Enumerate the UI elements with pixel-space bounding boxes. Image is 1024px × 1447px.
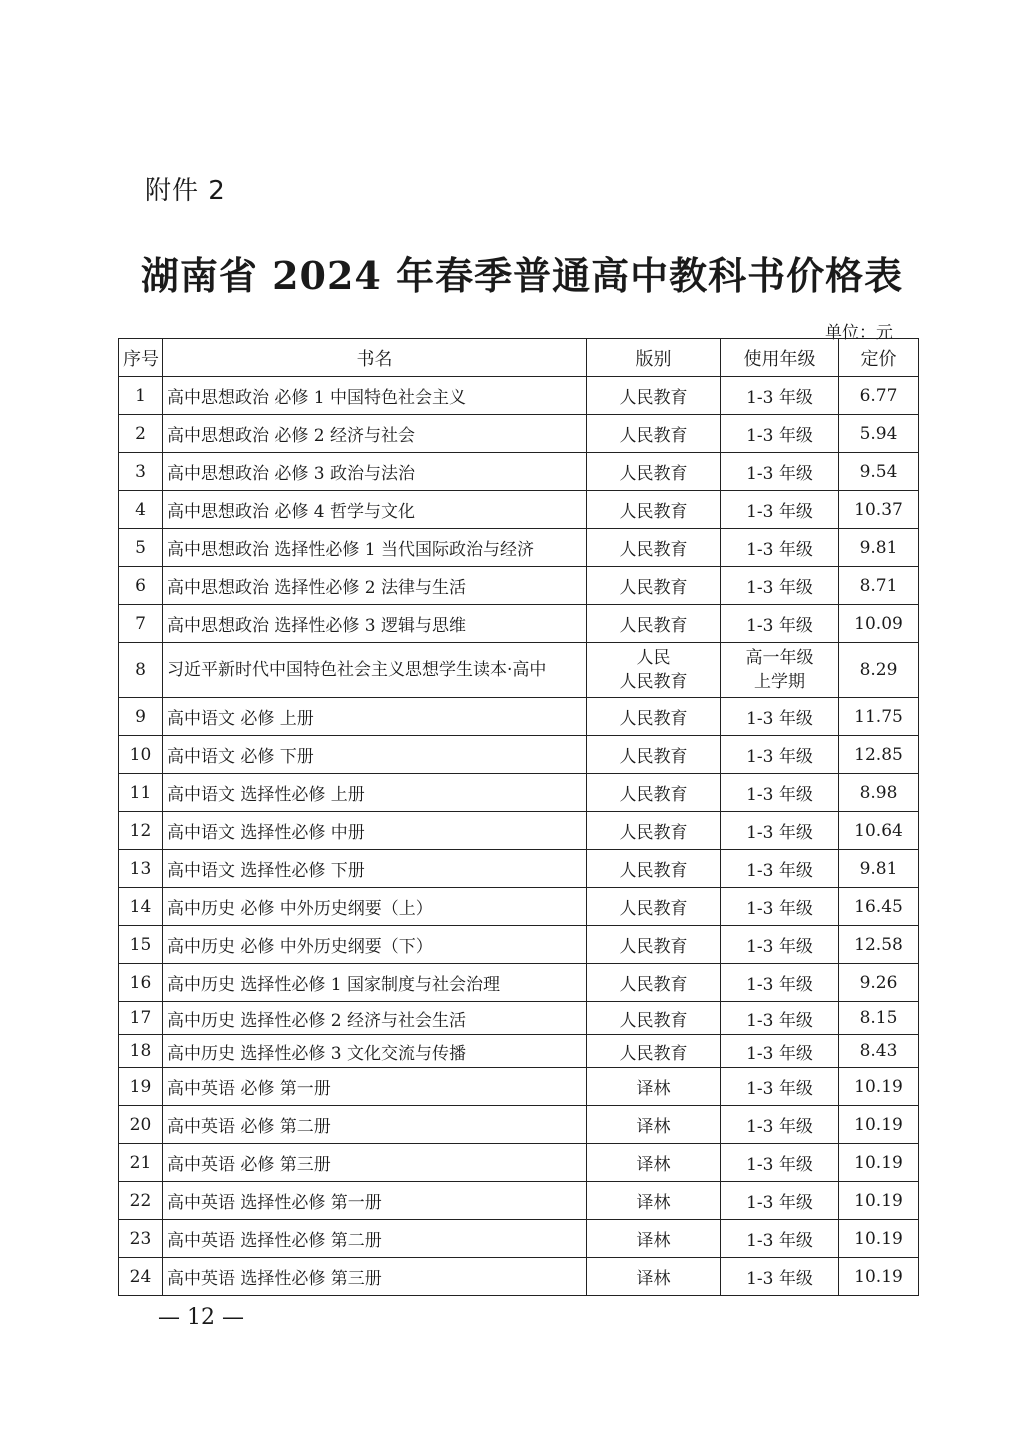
cell-grade — [721, 850, 839, 888]
seq-text: 17 — [129, 1008, 152, 1028]
edition-text: 人民教育 — [619, 899, 688, 919]
cell-book-name — [163, 812, 587, 850]
grade-text: 1-3 年级 — [746, 1117, 813, 1137]
cell-seq — [119, 1182, 163, 1220]
cell-seq — [119, 1002, 163, 1035]
book-name-text: 习近平新时代中国特色社会主义思想学生读本·高中 — [167, 660, 547, 680]
seq-text: 18 — [129, 1041, 152, 1061]
edition-text: 人民教育 — [619, 426, 688, 446]
price-text: 8.15 — [859, 1008, 898, 1028]
table-row — [119, 812, 919, 850]
cell-edition — [587, 415, 721, 453]
attachment-label: 附件 2 — [145, 176, 226, 206]
grade-text-line2: 上学期 — [754, 672, 805, 692]
book-name-text: 高中英语 选择性必修 第三册 — [167, 1269, 382, 1289]
grade-text: 1-3 年级 — [746, 578, 813, 598]
page-number: — 12 — — [158, 1305, 244, 1330]
cell-edition — [587, 491, 721, 529]
cell-edition — [587, 698, 721, 736]
cell-price — [839, 1258, 919, 1296]
book-name-text: 高中英语 必修 第一册 — [167, 1079, 331, 1099]
table-row — [119, 1106, 919, 1144]
cell-price — [839, 812, 919, 850]
cell-edition — [587, 1035, 721, 1068]
cell-edition — [587, 567, 721, 605]
grade-text: 1-3 年级 — [746, 823, 813, 843]
cell-book-name — [163, 643, 587, 698]
cell-edition — [587, 453, 721, 491]
cell-seq — [119, 1144, 163, 1182]
column-header-seq: 序号 — [119, 339, 163, 377]
table-row — [119, 491, 919, 529]
price-table — [118, 338, 919, 1296]
cell-grade — [721, 377, 839, 415]
book-name-text: 高中历史 选择性必修 2 经济与社会生活 — [167, 1010, 467, 1031]
cell-seq — [119, 567, 163, 605]
cell-edition — [587, 812, 721, 850]
seq-text: 19 — [129, 1076, 152, 1097]
seq-text: 12 — [129, 820, 152, 841]
cell-price — [839, 1068, 919, 1106]
cell-grade — [721, 1258, 839, 1296]
column-header-edition: 版别 — [587, 339, 721, 377]
price-text: 9.26 — [859, 972, 898, 993]
cell-grade — [721, 1220, 839, 1258]
cell-book-name — [163, 698, 587, 736]
cell-seq — [119, 774, 163, 812]
table-row — [119, 698, 919, 736]
grade-text: 1-3 年级 — [746, 464, 813, 484]
cell-grade — [721, 1068, 839, 1106]
edition-text: 人民教育 — [619, 1043, 688, 1064]
table-row — [119, 1035, 919, 1068]
edition-text: 人民教育 — [619, 823, 688, 843]
cell-price — [839, 1182, 919, 1220]
cell-seq — [119, 1258, 163, 1296]
cell-price — [839, 529, 919, 567]
cell-price — [839, 1035, 919, 1068]
cell-book-name — [163, 529, 587, 567]
cell-edition — [587, 850, 721, 888]
cell-book-name — [163, 850, 587, 888]
cell-grade — [721, 1144, 839, 1182]
cell-price — [839, 1144, 919, 1182]
table-row — [119, 453, 919, 491]
cell-price — [839, 377, 919, 415]
grade-text: 1-3 年级 — [746, 1043, 813, 1064]
book-name-text: 高中语文 选择性必修 下册 — [167, 861, 365, 881]
price-text: 16.45 — [854, 896, 903, 917]
grade-text: 1-3 年级 — [746, 1010, 813, 1031]
book-name-text: 高中历史 选择性必修 3 文化交流与传播 — [167, 1043, 467, 1064]
cell-edition — [587, 1258, 721, 1296]
seq-text: 14 — [129, 896, 152, 917]
book-name-text: 高中语文 必修 上册 — [167, 709, 314, 729]
seq-text: 24 — [129, 1266, 152, 1287]
grade-text: 1-3 年级 — [746, 1079, 813, 1099]
seq-text: 11 — [129, 782, 152, 803]
cell-price — [839, 698, 919, 736]
cell-grade — [721, 567, 839, 605]
cell-book-name — [163, 605, 587, 643]
cell-seq — [119, 529, 163, 567]
table-row — [119, 888, 919, 926]
cell-edition — [587, 774, 721, 812]
edition-text: 人民教育 — [619, 861, 688, 881]
cell-book-name — [163, 567, 587, 605]
price-text: 6.77 — [859, 385, 898, 406]
table-row — [119, 1002, 919, 1035]
cell-grade — [721, 453, 839, 491]
cell-grade — [721, 529, 839, 567]
seq-text: 10 — [129, 744, 152, 765]
book-name-text: 高中思想政治 选择性必修 2 法律与生活 — [167, 578, 467, 598]
table-row — [119, 774, 919, 812]
grade-text: 1-3 年级 — [746, 747, 813, 767]
cell-grade — [721, 605, 839, 643]
price-text: 9.81 — [859, 537, 898, 558]
seq-text: 15 — [129, 934, 152, 955]
price-text: 8.43 — [859, 1041, 898, 1061]
price-text: 5.94 — [859, 423, 898, 444]
cell-price — [839, 736, 919, 774]
price-text: 10.19 — [854, 1114, 903, 1135]
cell-price — [839, 774, 919, 812]
cell-edition — [587, 605, 721, 643]
grade-text: 1-3 年级 — [746, 616, 813, 636]
table-row — [119, 1144, 919, 1182]
price-text: 8.29 — [859, 660, 898, 680]
cell-price — [839, 850, 919, 888]
price-text: 10.37 — [854, 499, 903, 520]
cell-book-name — [163, 888, 587, 926]
table-row — [119, 567, 919, 605]
grade-text: 1-3 年级 — [746, 709, 813, 729]
edition-text: 人民教育 — [619, 709, 688, 729]
cell-price — [839, 567, 919, 605]
book-name-text: 高中思想政治 选择性必修 3 逻辑与思维 — [167, 616, 467, 636]
price-text: 10.64 — [854, 820, 903, 841]
book-name-text: 高中思想政治 必修 1 中国特色社会主义 — [167, 388, 467, 408]
table-body — [119, 377, 919, 1296]
cell-edition — [587, 529, 721, 567]
cell-edition — [587, 1144, 721, 1182]
table-row — [119, 926, 919, 964]
cell-book-name — [163, 774, 587, 812]
book-name-text: 高中历史 选择性必修 1 国家制度与社会治理 — [167, 975, 501, 995]
cell-edition — [587, 926, 721, 964]
seq-text: 6 — [135, 575, 146, 596]
seq-text: 21 — [129, 1152, 152, 1173]
book-name-text: 高中英语 选择性必修 第二册 — [167, 1231, 382, 1251]
cell-book-name — [163, 377, 587, 415]
cell-seq — [119, 964, 163, 1002]
cell-seq — [119, 605, 163, 643]
cell-grade — [721, 964, 839, 1002]
table-row — [119, 605, 919, 643]
cell-edition — [587, 1220, 721, 1258]
edition-text: 人民教育 — [619, 616, 688, 636]
edition-text: 人民教育 — [619, 937, 688, 957]
edition-text: 人民教育 — [619, 747, 688, 767]
price-text: 10.19 — [854, 1076, 903, 1097]
grade-text: 1-3 年级 — [746, 899, 813, 919]
price-text: 8.71 — [859, 575, 898, 596]
cell-book-name — [163, 1144, 587, 1182]
cell-price — [839, 1220, 919, 1258]
cell-seq — [119, 926, 163, 964]
cell-edition — [587, 1002, 721, 1035]
cell-grade — [721, 1182, 839, 1220]
cell-price — [839, 643, 919, 698]
cell-grade — [721, 415, 839, 453]
cell-seq — [119, 415, 163, 453]
price-text: 9.54 — [859, 461, 898, 482]
book-name-text: 高中语文 选择性必修 中册 — [167, 823, 365, 843]
cell-book-name — [163, 453, 587, 491]
grade-text: 1-3 年级 — [746, 785, 813, 805]
cell-price — [839, 491, 919, 529]
seq-text: 3 — [135, 461, 146, 482]
seq-text: 1 — [135, 385, 146, 406]
price-text: 10.19 — [854, 1266, 903, 1287]
cell-grade — [721, 926, 839, 964]
edition-text: 人民教育 — [619, 578, 688, 598]
edition-text: 人民 — [636, 648, 671, 668]
table-row — [119, 964, 919, 1002]
table-header-row — [119, 339, 919, 377]
column-header-grade: 使用年级 — [721, 339, 839, 377]
edition-text: 译林 — [636, 1231, 671, 1251]
edition-text: 人民教育 — [619, 785, 688, 805]
cell-seq — [119, 1220, 163, 1258]
table-row — [119, 1068, 919, 1106]
book-name-text: 高中思想政治 必修 2 经济与社会 — [167, 426, 416, 446]
cell-edition — [587, 736, 721, 774]
edition-text: 人民教育 — [619, 464, 688, 484]
cell-price — [839, 1002, 919, 1035]
seq-text: 20 — [129, 1114, 152, 1135]
book-name-text: 高中语文 选择性必修 上册 — [167, 785, 365, 805]
table-row — [119, 736, 919, 774]
price-text: 10.09 — [854, 613, 903, 634]
grade-text: 1-3 年级 — [746, 540, 813, 560]
seq-text: 22 — [129, 1190, 152, 1211]
price-text: 12.58 — [854, 934, 903, 955]
grade-text: 高一年级 — [745, 648, 814, 668]
cell-seq — [119, 850, 163, 888]
cell-grade — [721, 774, 839, 812]
cell-seq — [119, 736, 163, 774]
cell-seq — [119, 453, 163, 491]
cell-seq — [119, 812, 163, 850]
cell-price — [839, 926, 919, 964]
grade-text: 1-3 年级 — [746, 1269, 813, 1289]
edition-text: 译林 — [636, 1155, 671, 1175]
cell-edition — [587, 964, 721, 1002]
document-title: 湖南省 2024 年春季普通高中教科书价格表 — [140, 253, 904, 298]
seq-text: 13 — [129, 858, 152, 879]
cell-edition — [587, 377, 721, 415]
book-name-text: 高中语文 必修 下册 — [167, 747, 314, 767]
cell-grade — [721, 643, 839, 698]
cell-book-name — [163, 415, 587, 453]
grade-text: 1-3 年级 — [746, 975, 813, 995]
cell-edition — [587, 1068, 721, 1106]
edition-text: 译林 — [636, 1193, 671, 1213]
seq-text: 23 — [129, 1228, 152, 1249]
edition-text: 人民教育 — [619, 540, 688, 560]
grade-text: 1-3 年级 — [746, 1155, 813, 1175]
cell-book-name — [163, 964, 587, 1002]
cell-book-name — [163, 1035, 587, 1068]
grade-text: 1-3 年级 — [746, 426, 813, 446]
table-row — [119, 1258, 919, 1296]
cell-book-name — [163, 1002, 587, 1035]
cell-seq — [119, 698, 163, 736]
cell-price — [839, 964, 919, 1002]
cell-book-name — [163, 1220, 587, 1258]
price-text: 10.19 — [854, 1228, 903, 1249]
cell-price — [839, 1106, 919, 1144]
book-name-text: 高中英语 必修 第二册 — [167, 1117, 331, 1137]
grade-text: 1-3 年级 — [746, 937, 813, 957]
table-row — [119, 850, 919, 888]
book-name-text: 高中英语 选择性必修 第一册 — [167, 1193, 382, 1213]
edition-text: 人民教育 — [619, 502, 688, 522]
cell-grade — [721, 812, 839, 850]
edition-text-line2: 人民教育 — [619, 672, 688, 692]
grade-text: 1-3 年级 — [746, 861, 813, 881]
seq-text: 9 — [135, 706, 146, 727]
cell-seq — [119, 888, 163, 926]
cell-price — [839, 415, 919, 453]
cell-seq — [119, 491, 163, 529]
cell-price — [839, 888, 919, 926]
table-row — [119, 1182, 919, 1220]
grade-text: 1-3 年级 — [746, 502, 813, 522]
cell-book-name — [163, 926, 587, 964]
cell-book-name — [163, 1258, 587, 1296]
cell-seq — [119, 377, 163, 415]
cell-edition — [587, 1106, 721, 1144]
cell-grade — [721, 736, 839, 774]
cell-book-name — [163, 1068, 587, 1106]
cell-seq — [119, 1106, 163, 1144]
seq-text: 16 — [129, 972, 152, 993]
cell-book-name — [163, 1106, 587, 1144]
column-header-name: 书名 — [163, 339, 587, 377]
cell-grade — [721, 1002, 839, 1035]
seq-text: 8 — [135, 660, 146, 680]
cell-book-name — [163, 1182, 587, 1220]
cell-price — [839, 453, 919, 491]
grade-text: 1-3 年级 — [746, 388, 813, 408]
cell-grade — [721, 888, 839, 926]
cell-grade — [721, 1106, 839, 1144]
book-name-text: 高中历史 必修 中外历史纲要（上） — [167, 899, 433, 919]
cell-edition — [587, 888, 721, 926]
price-text: 8.98 — [859, 782, 898, 803]
cell-price — [839, 605, 919, 643]
grade-text: 1-3 年级 — [746, 1193, 813, 1213]
edition-text: 译林 — [636, 1117, 671, 1137]
cell-grade — [721, 698, 839, 736]
book-name-text: 高中思想政治 必修 4 哲学与文化 — [167, 502, 416, 522]
price-text: 10.19 — [854, 1152, 903, 1173]
price-text: 12.85 — [854, 744, 903, 765]
cell-seq — [119, 643, 163, 698]
cell-seq — [119, 1068, 163, 1106]
price-text: 9.81 — [859, 858, 898, 879]
seq-text: 7 — [135, 613, 146, 634]
edition-text: 人民教育 — [619, 975, 688, 995]
book-name-text: 高中思想政治 选择性必修 1 当代国际政治与经济 — [167, 540, 535, 560]
table-row — [119, 415, 919, 453]
table-row — [119, 1220, 919, 1258]
book-name-text: 高中思想政治 必修 3 政治与法治 — [167, 464, 416, 484]
edition-text: 人民教育 — [619, 388, 688, 408]
column-header-price: 定价 — [839, 339, 919, 377]
cell-book-name — [163, 736, 587, 774]
grade-text: 1-3 年级 — [746, 1231, 813, 1251]
seq-text: 5 — [135, 537, 146, 558]
book-name-text: 高中历史 必修 中外历史纲要（下） — [167, 937, 433, 957]
table-row — [119, 643, 919, 698]
edition-text: 译林 — [636, 1269, 671, 1289]
seq-text: 4 — [135, 499, 146, 520]
table-row — [119, 529, 919, 567]
cell-grade — [721, 491, 839, 529]
unit-label: 单位：元 — [825, 323, 893, 343]
edition-text: 译林 — [636, 1079, 671, 1099]
table-row — [119, 377, 919, 415]
price-text: 10.19 — [854, 1190, 903, 1211]
book-name-text: 高中英语 必修 第三册 — [167, 1155, 331, 1175]
cell-edition — [587, 1182, 721, 1220]
edition-text: 人民教育 — [619, 1010, 688, 1031]
cell-grade — [721, 1035, 839, 1068]
price-text: 11.75 — [854, 706, 903, 727]
seq-text: 2 — [135, 423, 146, 444]
cell-seq — [119, 1035, 163, 1068]
cell-book-name — [163, 491, 587, 529]
cell-edition — [587, 643, 721, 698]
